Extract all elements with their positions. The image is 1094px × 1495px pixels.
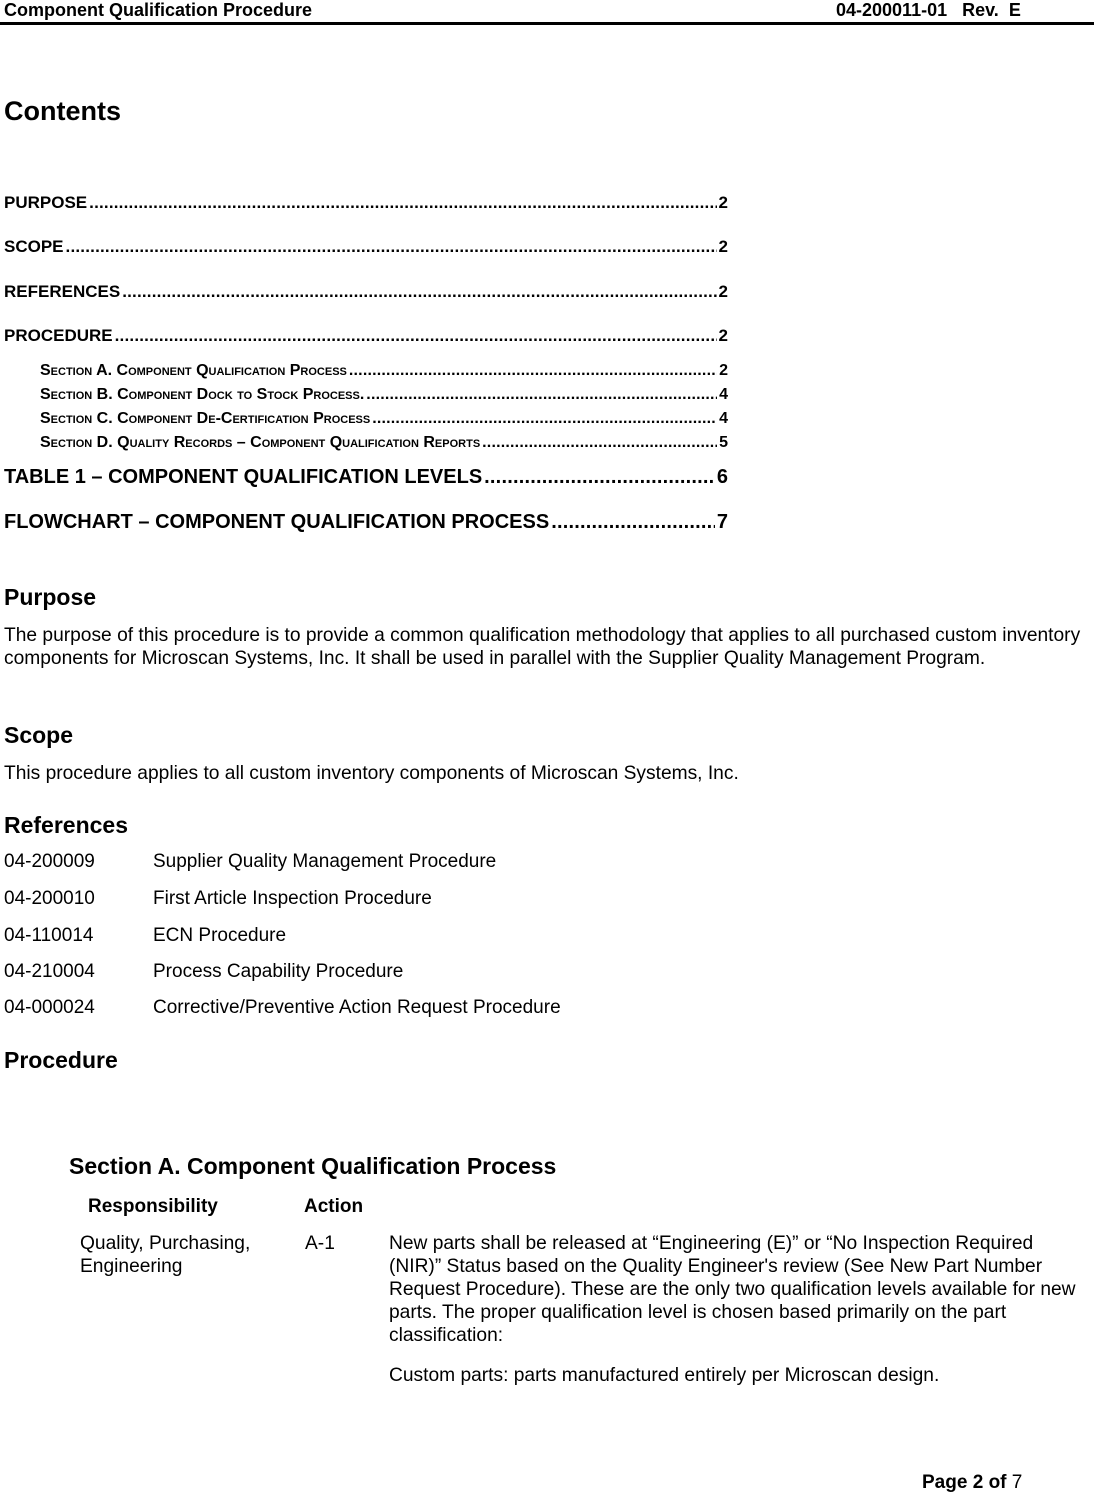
toc-entry-procedure[interactable] xyxy=(4,326,728,346)
row-responsibility: Quality, Purchasing, Engineering xyxy=(80,1233,251,1277)
document-title: Component Qualification Procedure xyxy=(4,0,313,20)
reference-number: 04-000024 xyxy=(4,997,95,1018)
responsibility-column-header: Responsibility xyxy=(88,1196,218,1217)
reference-number: 04-200009 xyxy=(4,851,95,872)
toc-page: 6 xyxy=(716,466,728,488)
toc-page: 2 xyxy=(718,237,728,256)
toc-leader xyxy=(484,466,715,489)
toc-label: SCOPE xyxy=(4,237,64,256)
purpose-heading: Purpose xyxy=(4,584,97,610)
toc-entry-flowchart[interactable] xyxy=(4,511,728,534)
purpose-text: The purpose of this procedure is to provide a common qualification methodology that applies to all purchased custom inventory components for Microscan Systems, Inc. It shall be used in parallel with the Supplier Quality Management Program. xyxy=(4,625,1081,669)
toc-label: Section B. Component Dock to Stock Process. xyxy=(40,386,365,403)
toc-leader xyxy=(482,434,717,452)
toc-label: Section D. Quality Records – Component Qualification Reports xyxy=(40,434,481,451)
toc-leader xyxy=(115,326,717,346)
document-number-rev xyxy=(836,0,1021,21)
toc-entry-section-b[interactable] xyxy=(40,386,728,404)
header-rule xyxy=(0,22,1094,25)
toc-label: FLOWCHART – COMPONENT QUALIFICATION PROCESS xyxy=(4,511,550,533)
toc-entry-scope[interactable] xyxy=(4,237,728,257)
toc-label: Section C. Component De-Certification Process xyxy=(40,410,371,427)
toc-label: Section A. Component Qualification Process xyxy=(40,362,347,379)
toc-page: 7 xyxy=(716,511,728,533)
toc-leader xyxy=(122,282,716,302)
page-label: Page xyxy=(922,1472,968,1493)
toc-page: 4 xyxy=(719,386,728,403)
scope-text: This procedure applies to all custom inventory components of Microscan Systems, Inc. xyxy=(4,763,739,784)
scope-heading: Scope xyxy=(4,722,74,748)
toc-leader xyxy=(372,410,717,428)
of-label: of xyxy=(988,1472,1007,1493)
toc-entry-section-c[interactable] xyxy=(40,410,728,428)
toc-label: TABLE 1 – COMPONENT QUALIFICATION LEVELS xyxy=(4,466,483,488)
reference-title: Process Capability Procedure xyxy=(153,961,404,982)
toc-page: 4 xyxy=(719,410,728,427)
toc-leader xyxy=(366,386,717,404)
procedure-heading: Procedure xyxy=(4,1047,118,1073)
row-action-id: A-1 xyxy=(305,1233,335,1254)
toc-page: 2 xyxy=(719,362,728,379)
toc-leader xyxy=(551,511,715,534)
reference-number: 04-200010 xyxy=(4,888,95,909)
toc-entry-references[interactable] xyxy=(4,282,728,302)
page-current: 2 xyxy=(972,1472,984,1493)
toc-entry-section-a[interactable] xyxy=(40,362,728,380)
section-a-title: Section A. Component Qualification Process xyxy=(69,1153,557,1179)
row-action-note: Custom parts: parts manufactured entirely per Microscan design. xyxy=(389,1365,940,1386)
page-total: 7 xyxy=(1011,1472,1023,1493)
toc-leader xyxy=(349,362,717,380)
toc-entry-table-1[interactable] xyxy=(4,466,728,489)
reference-title: First Article Inspection Procedure xyxy=(153,888,432,909)
row-action-text: New parts shall be released at “Engineering (E)” or “No Inspection Required (NIR)” Status based on the Quality Engineer's review (See New Part Number Request Procedure). These are the only two qualification levels available for new parts. The proper qualification level is chosen based primarily on the part classification: xyxy=(389,1233,1076,1346)
rev-value: E xyxy=(1008,0,1021,20)
toc-leader xyxy=(89,193,716,213)
reference-title: Corrective/Preventive Action Request Procedure xyxy=(153,997,561,1018)
toc-label: REFERENCES xyxy=(4,282,121,301)
references-heading: References xyxy=(4,812,129,838)
toc-entry-section-d[interactable] xyxy=(40,434,728,452)
action-column-header: Action xyxy=(304,1196,364,1217)
page-number xyxy=(922,1472,1022,1494)
reference-number: 04-110014 xyxy=(4,925,94,946)
reference-number: 04-210004 xyxy=(4,961,95,982)
toc-page: 5 xyxy=(719,434,728,451)
rev-label: Rev. xyxy=(962,0,999,20)
toc-page: 2 xyxy=(718,193,728,212)
toc-page: 2 xyxy=(718,282,728,301)
toc-label: PURPOSE xyxy=(4,193,88,212)
reference-title: Supplier Quality Management Procedure xyxy=(153,851,497,872)
toc-page: 2 xyxy=(718,326,728,345)
contents-title: Contents xyxy=(4,96,121,126)
toc-entry-purpose[interactable] xyxy=(4,193,728,213)
toc-leader xyxy=(66,237,717,257)
reference-title: ECN Procedure xyxy=(153,925,287,946)
toc-label: PROCEDURE xyxy=(4,326,113,345)
doc-number: 04-200011-01 xyxy=(836,0,948,20)
